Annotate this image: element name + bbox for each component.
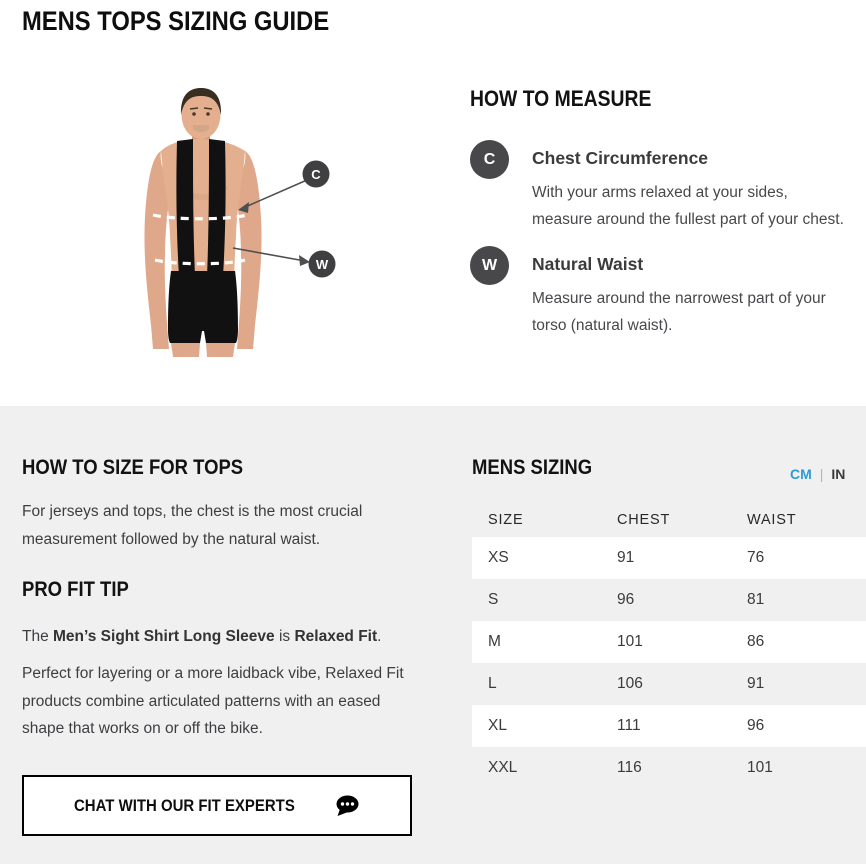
table-row [472,705,866,747]
cell-chest: 91 [617,549,635,566]
page-title: MENS TOPS SIZING GUIDE [22,6,330,36]
mens-sizing-heading: MENS SIZING [472,456,593,479]
waist-letter-badge: W [470,246,509,285]
unit-in-button[interactable]: IN [831,466,846,482]
table-row [472,621,866,663]
table-row [472,579,866,621]
svg-text:C: C [311,167,321,182]
pro-fit-tip-body: Perfect for layering or a more laidback vibe, Relaxed Fit products combine articulated patterns with an eased shape that works on or off the bike. [22,665,404,737]
how-to-size-heading: HOW TO SIZE FOR TOPS [22,456,244,479]
measure-item-desc: Measure around the narrowest part of your torso (natural waist). [532,290,826,334]
cell-chest: 96 [617,591,635,608]
fit-type: Relaxed Fit [294,628,378,645]
measure-item-title: Chest Circumference [532,148,709,168]
pro-fit-tip-line: The Men’s Sight Shirt Long Sleeve is Relaxed Fit. [22,628,382,645]
svg-text:W: W [315,257,329,272]
mens-sizing-table [472,503,866,789]
chest-letter-badge: C [470,140,509,179]
how-to-size-body: For jerseys and tops, the chest is the most crucial measurement followed by the natural waist. [22,503,363,548]
table-header-row [472,503,866,537]
chat-bubble-icon [335,795,360,817]
table-row [472,663,866,705]
cell-size: L [488,675,497,692]
measure-item-desc: With your arms relaxed at your sides, measure around the fullest part of your chest. [532,184,844,228]
unit-divider: | [819,466,824,482]
cell-size: XS [488,549,509,566]
chat-with-fit-experts-button[interactable]: CHAT WITH OUR FIT EXPERTS [22,775,412,836]
cell-chest: 116 [617,759,642,776]
product-name: Men’s Sight Shirt Long Sleeve [53,628,275,645]
cell-waist: 101 [747,759,773,776]
measure-item-waist [470,246,852,339]
cell-chest: 106 [617,675,643,692]
cell-chest: 101 [617,633,643,650]
cell-waist: 96 [747,717,765,734]
measure-item-chest [470,140,852,233]
column-header-size: SIZE [488,512,524,528]
how-to-measure-heading: HOW TO MEASURE [470,86,652,111]
column-header-chest: CHEST [617,512,671,528]
fit-model-illustration [105,85,380,357]
cell-size: M [488,633,501,650]
cell-waist: 91 [747,675,765,692]
table-row [472,747,866,789]
measure-item-title: Natural Waist [532,254,644,274]
pro-fit-tip-heading: PRO FIT TIP [22,578,129,601]
cell-size: XXL [488,759,518,776]
model-figure-graphic [105,85,380,357]
table-row [472,537,866,579]
waist-marker [309,251,336,278]
unit-toggle [790,466,850,482]
sizing-section [0,406,866,864]
cell-chest: 111 [617,717,641,734]
column-header-waist: WAIST [747,512,797,528]
cell-size: XL [488,717,507,734]
cell-waist: 81 [747,591,765,608]
unit-cm-button[interactable]: CM [790,466,812,482]
cell-size: S [488,591,499,608]
cell-waist: 76 [747,549,765,566]
cell-waist: 86 [747,633,765,650]
chest-marker [303,161,330,188]
